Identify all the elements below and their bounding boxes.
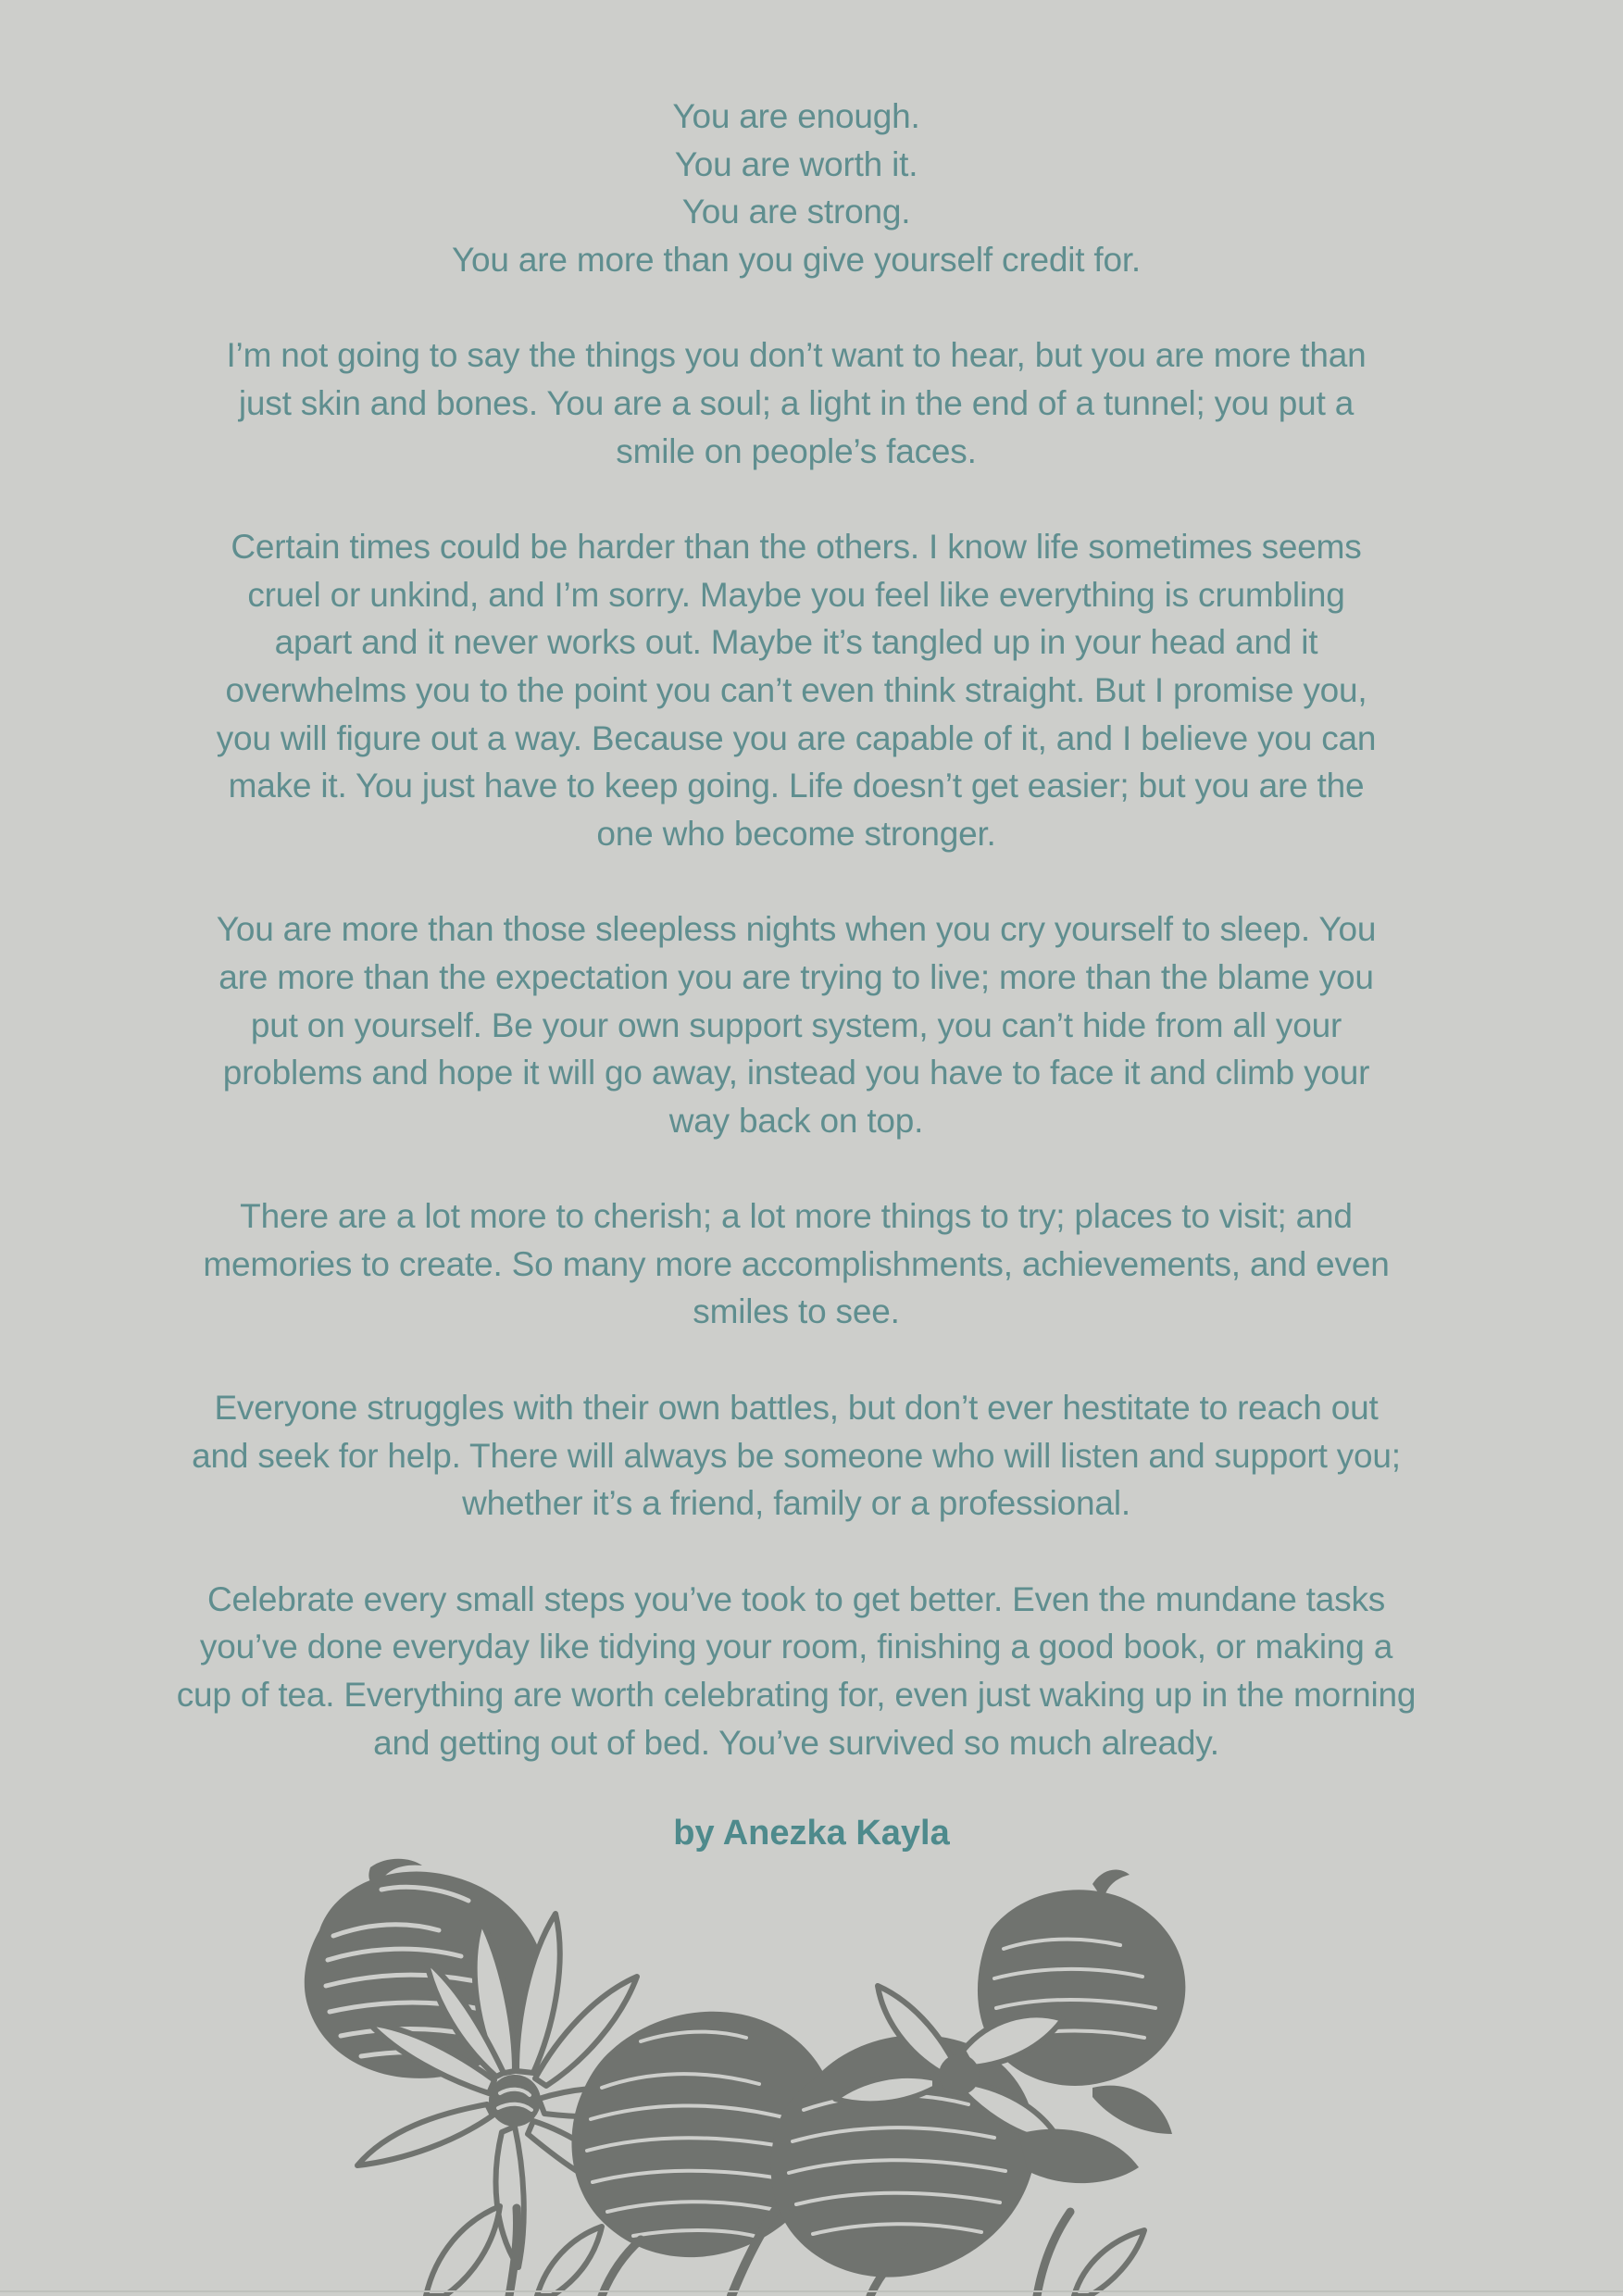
paragraph-2 [139,523,1454,857]
right-bloom-center [939,2054,980,2095]
opening-line: You are more than you give yourself credit for. [451,240,1142,279]
paragraph-line: you’ve done everyday like tidying your room, finishing a good book, or making a [199,1628,1393,1666]
paragraph-4 [139,1192,1454,1336]
paragraph-5 [139,1384,1454,1528]
paragraph-line: cup of tea. Everything are worth celebrating for, even just waking up in the morning [176,1676,1417,1715]
poem-body [139,93,1454,1815]
paragraph-line: way back on top. [668,1101,924,1140]
left-daisy-center [489,2075,541,2127]
paragraph-line: whether it’s a friend, family or a professional. [462,1484,1130,1523]
paragraph-6 [139,1576,1454,1766]
paragraph-line: problems and hope it will go away, instead you have to face it and climb your [222,1054,1370,1092]
paragraph-line: just skin and bones. You are a soul; a light in the end of a tunnel; you put a [238,383,1355,422]
paragraph-line: apart and it never works out. Maybe it’s tangled up in your head and it [274,623,1318,662]
paragraph-line: Celebrate every small steps you’ve took to get better. Even the mundane tasks [206,1579,1386,1618]
paragraph-line: put on yourself. Be your own support system, you can’t hide from all your [250,1005,1342,1044]
paragraph-line: smiles to see. [693,1292,900,1331]
bottom-rule [0,2290,1623,2292]
right-lower-leaf [1018,2129,1139,2183]
paragraph-line: There are a lot more to cherish; a lot more things to try; places to visit; and [240,1197,1353,1236]
paragraph-line: one who become stronger. [596,814,996,853]
paragraph-line: overwhelms you to the point you can’t even think straight. But I promise you, [225,670,1367,709]
paragraph-line: are more than the expectation you are trying to live; more than the blame you [218,957,1374,996]
paragraph-line: and getting out of bed. You’ve survived so much already. [373,1723,1219,1762]
paragraph-line: make it. You just have to keep going. Life doesn’t get easier; but you are the [228,767,1365,805]
paragraph-line: cruel or unkind, and I’m sorry. Maybe you feel like everything is crumbling [247,575,1345,614]
opening-lines [139,93,1454,283]
paragraph-line: memories to create. So many more accomplishments, achievements, and even [203,1244,1390,1283]
opening-line: You are enough. [672,97,920,135]
paragraph-line: I’m not going to say the things you don’t want to hear, but you are more than [226,336,1367,375]
paragraph-line: Everyone struggles with their own battles, but don’t ever hestitate to reach out [214,1389,1379,1428]
flowers-and-leaves-illustration [296,1856,1315,2296]
opening-line: You are strong. [681,193,911,231]
paragraph-line: Certain times could be harder than the others. I know life sometimes seems [231,528,1362,567]
author-signature: by Anezka Kayla [673,1814,950,1853]
paragraph-line: and seek for help. There will always be someone who will listen and support you; [192,1436,1401,1475]
opening-line: You are worth it. [674,144,918,183]
right-side-leaf [1092,2086,1172,2134]
paragraph-1 [139,331,1454,475]
paragraph-3 [139,905,1454,1144]
paragraph-line: smile on people’s faces. [616,431,977,470]
paragraph-line: you will figure out a way. Because you are capable of it, and I believe you can [216,718,1377,757]
paragraph-line: You are more than those sleepless nights when you cry yourself to sleep. You [216,910,1377,949]
